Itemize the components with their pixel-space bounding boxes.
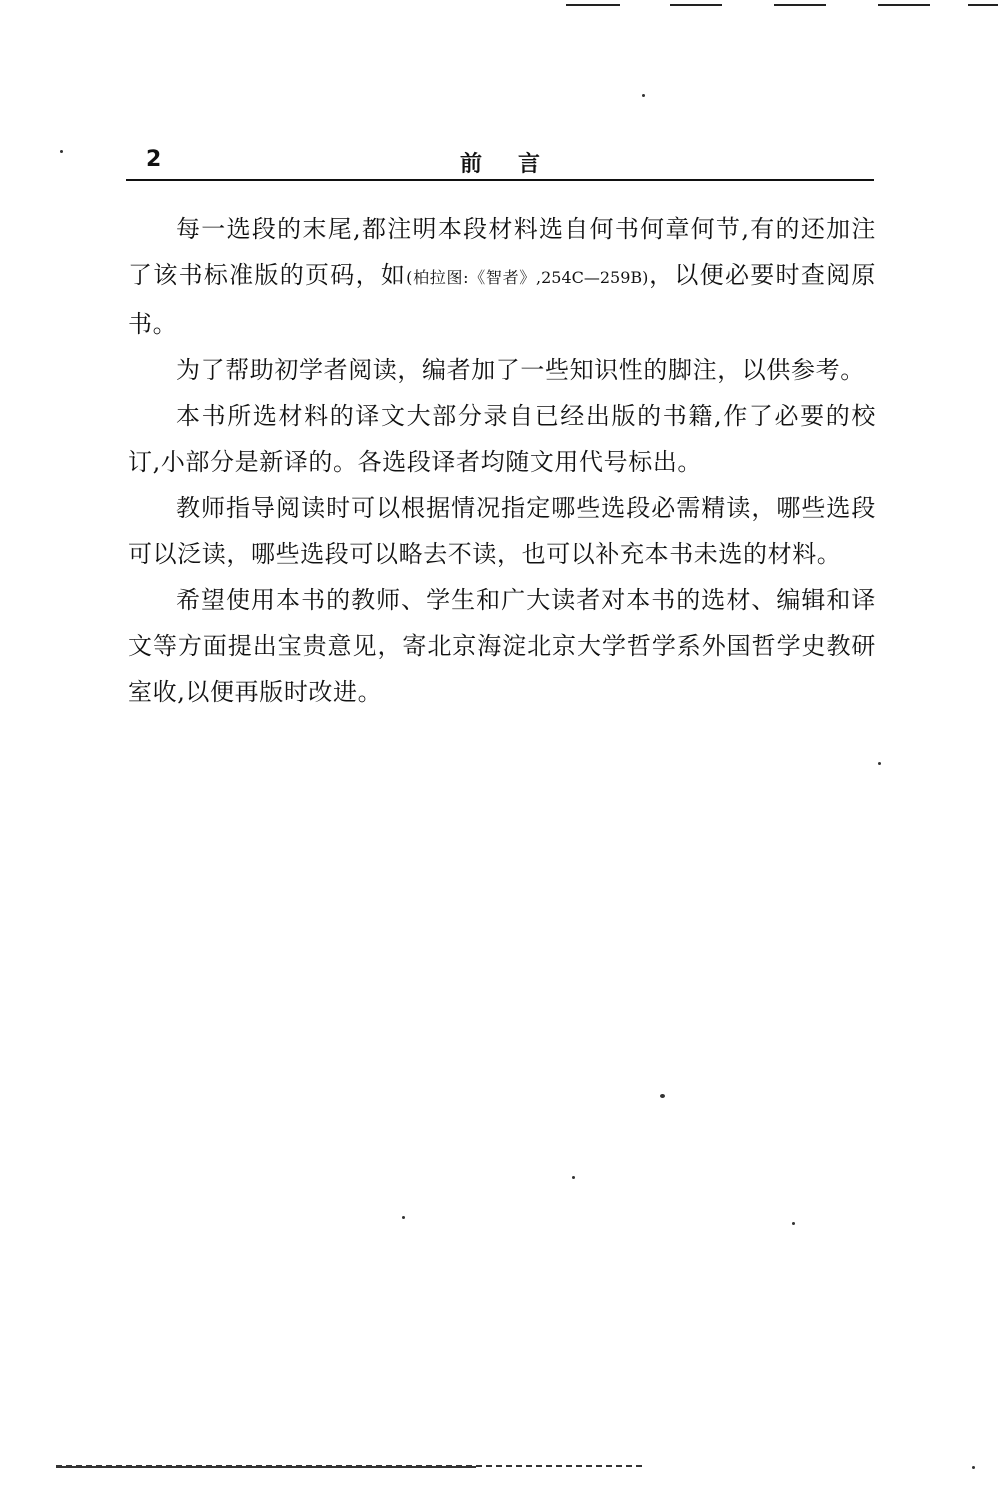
scan-mark — [774, 4, 826, 6]
scan-mark — [968, 4, 998, 6]
paragraph-feedback: 希望使用本书的教师、学生和广大读者对本书的选材、编辑和译文等方面提出宝贵意见，寄北京海淀北京大学哲学系外国哲学史教研室收,以便再版时改进。 — [128, 586, 876, 706]
scan-speck — [972, 1466, 975, 1469]
scan-speck — [878, 762, 881, 765]
paragraph-source-notes — [128, 206, 876, 347]
running-header — [126, 143, 874, 181]
paragraph-text: 每一选段的末尾,都注明本段材料选自何书何章何节,有的还加注了该书标准版的页码，如 — [128, 215, 876, 289]
header-title: 前言 — [459, 151, 576, 177]
paragraph-text: ，以便必要时查阅原书。 — [128, 261, 876, 338]
scan-speck — [402, 1216, 405, 1219]
scan-speck — [642, 94, 645, 97]
scan-speck — [660, 1094, 665, 1098]
body-text — [128, 206, 876, 715]
bottom-rule — [56, 1466, 476, 1468]
page-number: 2 — [146, 147, 162, 172]
scan-speck — [792, 1222, 795, 1225]
paragraph-translations: 本书所选材料的译文大部分录自已经出版的书籍,作了必要的校订,小部分是新译的。各选段译者均随文用代号标出。 — [128, 402, 876, 476]
scan-speck — [572, 1176, 575, 1179]
scan-mark — [566, 4, 620, 6]
scan-speck — [60, 150, 63, 153]
scan-mark — [670, 4, 722, 6]
paragraph-teaching: 教师指导阅读时可以根据情况指定哪些选段必需精读，哪些选段可以泛读，哪些选段可以略去不读，也可以补充本书未选的材料。 — [128, 494, 876, 568]
scan-mark — [878, 4, 930, 6]
citation: (柏拉图:《智者》,254C—259B) — [406, 268, 649, 287]
paragraph-footnotes: 为了帮助初学者阅读，编者加了一些知识性的脚注，以供参考。 — [176, 356, 865, 384]
